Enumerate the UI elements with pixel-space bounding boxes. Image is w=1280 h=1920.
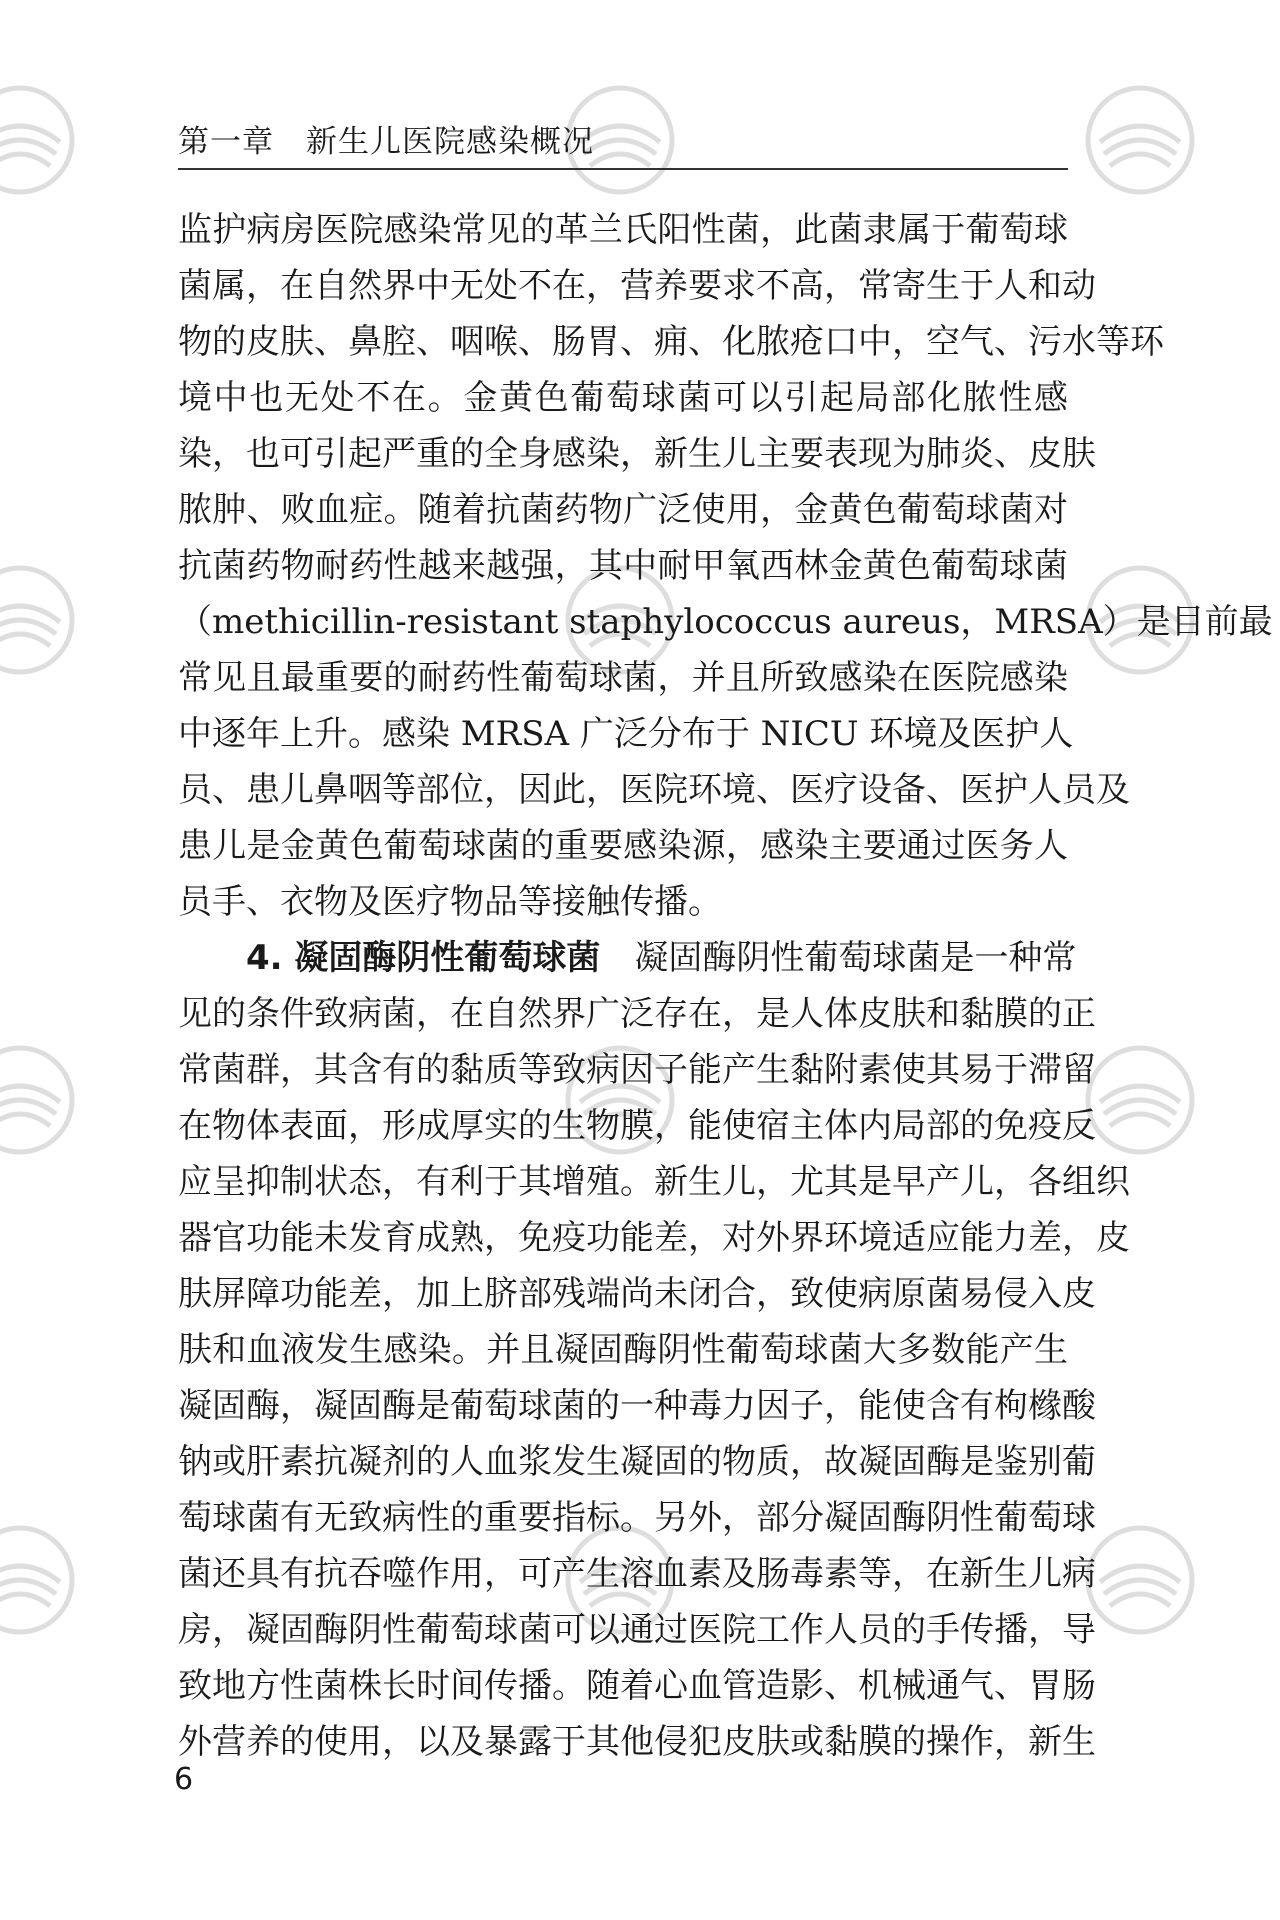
watermark-logo-icon (0, 560, 80, 680)
text-line: 钠或肝素抗凝剂的人血浆发生凝固的物质，故凝固酶是鉴别葡 (178, 1442, 1096, 1482)
running-header (178, 108, 1068, 170)
chapter-title: 第一章 新生儿医院感染概况 (178, 124, 594, 160)
text-line: 染，也可引起严重的全身感染，新生儿主要表现为肺炎、皮肤 (178, 434, 1096, 474)
text-line: 器官功能未发育成熟，免疫功能差，对外界环境适应能力差，皮 (178, 1218, 1130, 1258)
text-line: 监护病房医院感染常见的革兰氏阳性菌，此菌隶属于葡萄球 (178, 210, 1068, 250)
text-line: 应呈抑制状态，有利于其增殖。新生儿，尤其是早产儿，各组织 (178, 1162, 1130, 1202)
page-number: 6 (174, 1762, 194, 1797)
text-line: （methicillin-resistant staphylococcus aureus，MRSA）是目前最 (178, 602, 1273, 642)
text-line: 萄球菌有无致病性的重要指标。另外，部分凝固酶阴性葡萄球 (178, 1498, 1096, 1538)
text-line: 菌属，在自然界中无处不在，营养要求不高，常寄生于人和动 (178, 266, 1096, 306)
text-line: 房，凝固酶阴性葡萄球菌可以通过医院工作人员的手传播，导 (178, 1610, 1096, 1650)
watermark-logo-icon (1080, 1520, 1200, 1640)
text-line: 肤屏障功能差，加上脐部残端尚未闭合，致使病原菌易侵入皮 (178, 1274, 1096, 1314)
text-line: 脓肿、败血症。随着抗菌药物广泛使用，金黄色葡萄球菌对 (178, 490, 1068, 530)
watermark-logo-icon (0, 1040, 80, 1160)
text-line: 境中也无处不在。金黄色葡萄球菌可以引起局部化脓性感 (178, 378, 1068, 418)
section-first-line (178, 930, 1077, 986)
text-line: 肤和血液发生感染。并且凝固酶阴性葡萄球菌大多数能产生 (178, 1330, 1068, 1370)
text-line: 在物体表面，形成厚实的生物膜，能使宿主体内局部的免疫反 (178, 1106, 1096, 1146)
text-line: 菌还具有抗吞噬作用，可产生溶血素及肠毒素等，在新生儿病 (178, 1554, 1096, 1594)
watermark-logo-icon (1080, 80, 1200, 200)
text-line: 患儿是金黄色葡萄球菌的重要感染源，感染主要通过医务人 (178, 826, 1068, 866)
watermark-logo-icon (0, 80, 80, 200)
text-line: 外营养的使用，以及暴露于其他侵犯皮肤或黏膜的操作，新生 (178, 1722, 1096, 1762)
body-text (178, 202, 1273, 1770)
watermark-logo-icon (0, 1520, 80, 1640)
text-line: 抗菌药物耐药性越来越强，其中耐甲氧西林金黄色葡萄球菌 (178, 546, 1068, 586)
text-line: 凝固酶阴性葡萄球菌是一种常 (634, 938, 1077, 978)
text-line: 物的皮肤、鼻腔、咽喉、肠胃、痈、化脓疮口中，空气、污水等环 (178, 322, 1164, 362)
text-line: 凝固酶，凝固酶是葡萄球菌的一种毒力因子，能使含有枸橼酸 (178, 1386, 1096, 1426)
watermark-logo-icon (1080, 1040, 1200, 1160)
text-line: 常见且最重要的耐药性葡萄球菌，并且所致感染在医院感染 (178, 658, 1068, 698)
text-line: 致地方性菌株长时间传播。随着心血管造影、机械通气、胃肠 (178, 1666, 1096, 1706)
text-line: 见的条件致病菌，在自然界广泛存在，是人体皮肤和黏膜的正 (178, 994, 1096, 1034)
text-line: 员、患儿鼻咽等部位，因此，医院环境、医疗设备、医护人员及 (178, 770, 1130, 810)
text-line: 常菌群，其含有的黏质等致病因子能产生黏附素使其易于滞留 (178, 1050, 1096, 1090)
text-line: 员手、衣物及医疗物品等接触传播。 (178, 882, 722, 922)
section-heading: 4. 凝固酶阴性葡萄球菌 (246, 938, 601, 978)
text-line: 中逐年上升。感染 MRSA 广泛分布于 NICU 环境及医护人 (178, 714, 1074, 754)
